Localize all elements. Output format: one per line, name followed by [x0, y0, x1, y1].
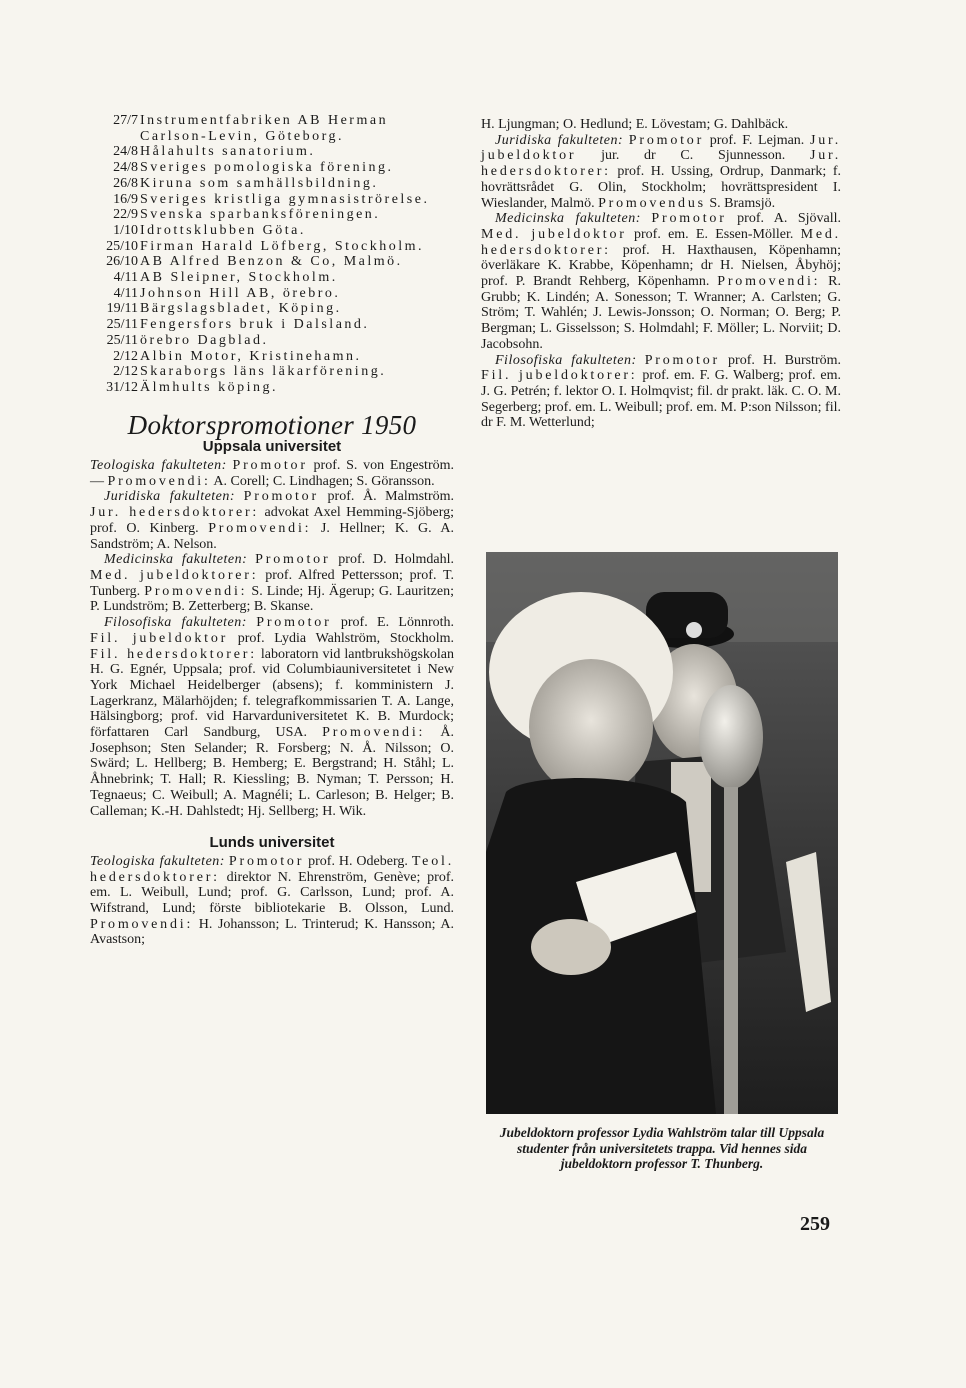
- faculty-label: Teologiska fakulteten:: [90, 458, 227, 474]
- role-label: Promovendi:: [90, 916, 194, 932]
- entry-date: 4/11: [113, 285, 138, 301]
- entry-date: 25/10: [106, 238, 138, 254]
- role-label: Promotor: [651, 211, 727, 227]
- role-label: Fil. jubeldoktorer:: [481, 368, 638, 384]
- role-label: Promovendi:: [107, 473, 211, 489]
- entry-date: 22/9: [113, 207, 138, 223]
- lund-teol-continued: H. Ljungman; O. Hedlund; E. Lövestam; G. Dahlbäck.: [481, 117, 789, 132]
- names-text: H. Johansson; L. Trinterud; K. Hansson; A. Avastson;: [90, 916, 454, 948]
- names-text: R. Grubb; K. Lindén; A. Sonesson; T. Wranner; A. Carlsten; G. Ström; T. Wahlén; J. Lewis-Jonsson; O. Norman; O. Berg; P. Bergman; L. Gisselsson; S. Holmdahl; F. Möller; L. Norviit; D. Jacobsohn.: [481, 274, 842, 352]
- entry-text: Firman Harald Löfberg, Stockholm.: [140, 238, 425, 254]
- lund-jur-paragraph: [481, 133, 841, 212]
- entry-text: Albin Motor, Kristinehamn.: [140, 348, 362, 364]
- role-label: Med. jubeldoktorer:: [90, 567, 259, 583]
- entry-text: AB Sleipner, Stockholm.: [140, 270, 338, 286]
- faculty-label: Juridiska fakulteten:: [104, 489, 236, 505]
- entry-text: Kiruna som samhällsbildning.: [140, 175, 379, 191]
- faculty-label: Filosofiska fakulteten:: [104, 615, 247, 631]
- dated-entries-list: [90, 113, 454, 396]
- entry-text: AB Alfred Benzon & Co, Malmö.: [140, 254, 403, 270]
- role-label: Jur. hedersdoktorer:: [481, 148, 841, 180]
- names-text: prof. S. von Engeström. —: [90, 458, 454, 489]
- names-text: prof. H. Ussing, Ordrup, Danmark; f. hovrättsrådet G. Olin, Stockholm; hovrättspresident I. Wieslander, Malmö.: [481, 164, 841, 211]
- role-label: Teol. hedersdoktorer:: [90, 853, 454, 885]
- names-text: prof. Alfred Pettersson; prof. T. Tunberg.: [90, 567, 454, 599]
- names-text: S. Bramsjö.: [705, 195, 776, 211]
- role-label: Fil. jubeldoktor: [90, 630, 229, 646]
- names-text: jur. dr C. Sjunnesson.: [576, 148, 810, 164]
- role-label: Promotor: [232, 458, 308, 474]
- dated-entry: [90, 301, 454, 317]
- names-text: prof. Å. Malmström.: [318, 489, 454, 505]
- dated-entry: [90, 349, 454, 365]
- entry-text: Svenska sparbanksföreningen.: [140, 207, 381, 223]
- entry-date: 26/8: [113, 175, 138, 191]
- entry-text: Johnson Hill AB, örebro.: [140, 285, 341, 301]
- names-text: advokat Axel Hemming-Sjöberg; prof. O. Kinberg.: [90, 505, 454, 536]
- role-label: Med. hedersdoktorer:: [481, 226, 841, 258]
- entry-text: Hålahults sanatorium.: [140, 144, 316, 160]
- right-column: [481, 117, 841, 431]
- names-text: prof. Lydia Wahlström, Stockholm.: [228, 630, 454, 646]
- role-label: Promovendus: [598, 195, 706, 211]
- names-text: prof. H. Burström.: [720, 352, 841, 368]
- uppsala-fil-paragraph: [90, 615, 454, 819]
- uppsala-jur-paragraph: [90, 489, 454, 552]
- dated-entry: [90, 380, 454, 396]
- role-label: Promovendi:: [717, 274, 821, 290]
- entry-text: Instrumentfabriken AB Herman Carlson-Levin, Göteborg.: [140, 113, 389, 144]
- dated-entry: [90, 192, 454, 208]
- entry-text: Älmhults köping.: [140, 379, 279, 395]
- names-text: direktor N. Ehrenström, Genève; prof. em. L. Weibull, Lund; prof. G. Carlsson, Lund; prof. A. Wifstrand, Lund; förste bibliotekarie B. Olsson, Lund.: [90, 869, 454, 917]
- dated-entry: [90, 333, 454, 349]
- entry-date: 2/12: [113, 364, 138, 380]
- dated-entry: [90, 270, 454, 286]
- entry-date: 16/9: [113, 191, 138, 207]
- uppsala-teol-paragraph: [90, 458, 454, 489]
- entry-date: 31/12: [106, 379, 138, 395]
- entry-text: Skaraborgs läns läkarförening.: [140, 364, 387, 380]
- dated-entry: [90, 239, 454, 255]
- dated-entry: [90, 160, 454, 176]
- role-label: Promotor: [228, 853, 305, 869]
- faculty-label: Teologiska fakulteten:: [90, 853, 225, 869]
- dated-entry: [90, 364, 454, 380]
- photo-caption: Jubeldoktorn professor Lydia Wahlström talar till Uppsala studenter från universitetets trappa. Vid hennes sida jubeldoktorn professor T. Thunberg.: [499, 1125, 825, 1171]
- role-label: Jur. jubeldoktor: [481, 132, 841, 164]
- entry-text: Sveriges pomologiska förening.: [140, 160, 394, 176]
- left-column: [90, 113, 454, 948]
- faculty-label: Medicinska fakulteten:: [495, 211, 641, 227]
- lund-med-paragraph: [481, 211, 841, 352]
- entry-date: 2/12: [113, 348, 138, 364]
- role-label: Promovendi:: [144, 583, 248, 599]
- names-text: J. Hellner; K. G. A. Sandström; A. Nelson.: [90, 520, 454, 552]
- names-text: Å. Josephson; Sten Selander; R. Forsberg; N. Å. Nilsson; O. Swärd; L. Hellberg; B. Hemberg; E. Bergstrand; H. Ståhl; L. Åhnebrink; T. Hall; R. Kiessling; B. Nyman; T. Persson; H. Tegnaeus; C. Weibull; A. Magnéli; L. Carleson; B. Helger; B. Calleman; K.-H. Dahlstedt; Hj. Sellberg; H. Wik.: [90, 725, 454, 819]
- photograph-icon: [486, 552, 838, 1114]
- role-label: Med. jubeldoktor: [481, 226, 627, 242]
- names-text: prof. H. Odeberg.: [304, 853, 412, 869]
- faculty-label: Medicinska fakulteten:: [104, 552, 248, 568]
- entry-text: Bärgslagsbladet, Köping.: [140, 301, 342, 317]
- names-text: prof. em. F. G. Walberg; prof. em. J. G. Petrén; f. lektor O. I. Holmqvist; fil. dr prakt. läk. C. O. M. Segerberg; prof. em. L. Weibull; prof. em. M. P:son Nilsson; fil. dr F. M. Wetterlund;: [481, 368, 841, 431]
- names-text: A. Corell; C. Lindhagen; S. Göransson.: [210, 473, 435, 489]
- faculty-label: Filosofiska fakulteten:: [495, 352, 637, 368]
- entry-date: 25/11: [106, 332, 138, 348]
- names-text: prof. A. Sjövall.: [726, 211, 841, 227]
- dated-entry: [90, 223, 454, 239]
- page-heading: Doktorspromotioner 1950: [127, 409, 417, 440]
- entry-text: Fengersfors bruk i Dalsland.: [140, 317, 370, 333]
- uppsala-med-paragraph: [90, 552, 454, 615]
- role-label: Promotor: [628, 132, 705, 148]
- dated-entry: [90, 207, 454, 223]
- entry-date: 19/11: [106, 301, 138, 317]
- role-label: Promotor: [644, 352, 720, 368]
- uppsala-title: Uppsala universitet: [202, 438, 342, 456]
- lund-teol-paragraph: [90, 854, 454, 948]
- names-text: S. Linde; Hj. Ägerup; G. Lauritzen; P. Lundström; B. Zetterberg; B. Skanse.: [90, 583, 454, 615]
- photograph: [486, 552, 838, 1114]
- role-label: Fil. hedersdoktorer:: [90, 646, 257, 662]
- names-text: prof. H. Haxthausen, Köpenhamn; överläkare K. Krabbe, Köpenhamn; dr H. Nielsen, Åbyhöj; prof. P. Brandt Rehberg, Köpenhamn.: [481, 242, 841, 290]
- names-text: prof. E. Lönnroth.: [331, 615, 455, 631]
- entry-date: 4/11: [113, 270, 138, 286]
- dated-entry: [90, 286, 454, 302]
- entry-text: Idrottsklubben Göta.: [140, 222, 306, 238]
- names-text: prof. D. Holmdahl.: [330, 552, 454, 568]
- role-label: Promotor: [256, 615, 332, 631]
- role-label: Promotor: [243, 489, 319, 505]
- lund-title: Lunds universitet: [209, 834, 335, 852]
- faculty-label: Juridiska fakulteten:: [495, 132, 624, 148]
- names-text: laboratorn vid lantbrukshögskolan H. G. Egnér, Uppsala; prof. vid Columbiauniversitetet i New York Michael Heidelberger (absens); f. komministern J. Lagerkranz, Mälarhöjden; f. telegrafkommissarien T. A. Lange, Hälsingborg; prof. vid Harvarduniversitetet K. B. Murdock; författaren Carl Sandburg, USA.: [90, 646, 454, 741]
- entry-date: 24/8: [113, 144, 138, 160]
- lund-fil-paragraph: [481, 353, 841, 432]
- dated-entry: [90, 317, 454, 333]
- dated-entry: [90, 144, 454, 160]
- entry-date: 25/11: [106, 317, 138, 333]
- dated-entry: [90, 176, 454, 192]
- entry-text: örebro Dagblad.: [140, 332, 269, 348]
- entry-date: 24/8: [113, 160, 138, 176]
- role-label: Jur. hedersdoktorer:: [90, 505, 260, 521]
- entry-date: 26/10: [106, 254, 138, 270]
- entry-text: Sveriges kristliga gymnasiströrelse.: [140, 191, 430, 207]
- names-text: prof. F. Lejman.: [704, 132, 810, 148]
- dated-entry: [90, 254, 454, 270]
- page-number: 259: [800, 1213, 830, 1235]
- names-text: prof. em. E. Essen-Möller.: [626, 226, 801, 242]
- dated-entry: [90, 113, 454, 144]
- entry-date: 27/7: [113, 113, 138, 128]
- role-label: Promovendi:: [208, 520, 312, 536]
- role-label: Promotor: [255, 552, 331, 568]
- role-label: Promovendi:: [322, 725, 426, 741]
- entry-date: 1/10: [113, 222, 138, 238]
